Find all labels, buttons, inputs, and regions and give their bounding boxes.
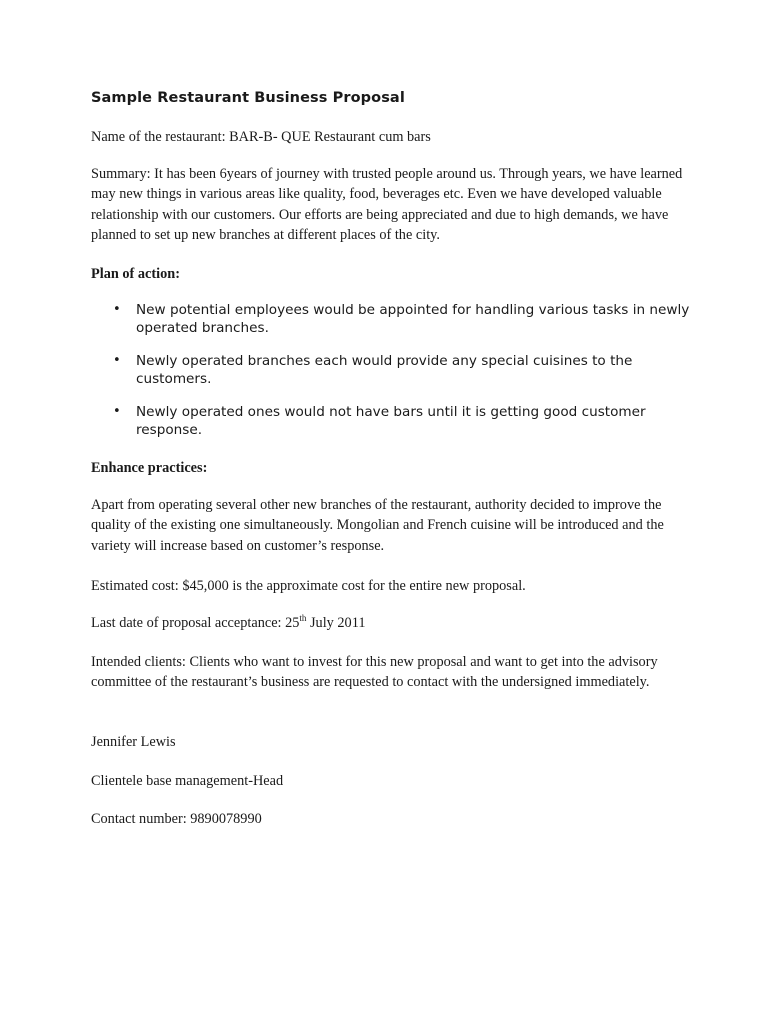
- restaurant-name: Name of the restaurant: BAR-B- QUE Restaurant cum bars: [91, 129, 431, 145]
- enhance-heading: Enhance practices:: [91, 460, 208, 476]
- plan-item-text: Newly operated ones would not have bars until it is getting good customer response.: [136, 404, 646, 438]
- bullet-icon: •: [113, 404, 121, 419]
- estimated-cost: Estimated cost: $45,000 is the approximate cost for the entire new proposal.: [91, 578, 526, 594]
- intended-clients: Intended clients: Clients who want to invest for this new proposal and want to get into the advisory committee of the restaurant’s business are requested to contact with the undersigned immediately.: [91, 654, 658, 691]
- plan-item: [111, 301, 691, 337]
- enhance-paragraph: Apart from operating several other new branches of the restaurant, authority decided to improve the quality of the existing one simultaneously. Mongolian and French cuisine will be introduced and the variety will increase based on customer’s response.: [91, 497, 664, 554]
- plan-heading: Plan of action:: [91, 266, 180, 282]
- plan-list: [111, 301, 691, 454]
- last-date-suffix: July 2011: [306, 615, 366, 631]
- plan-item-text: Newly operated branches each would provide any special cuisines to the customers.: [136, 353, 633, 387]
- plan-item: [111, 403, 691, 439]
- last-date-prefix: Last date of proposal acceptance: 25: [91, 615, 300, 631]
- last-date: [91, 613, 691, 633]
- bullet-icon: •: [113, 302, 121, 317]
- plan-item-text: New potential employees would be appointed for handling various tasks in newly operated branches.: [136, 302, 690, 336]
- document-title: Sample Restaurant Business Proposal: [91, 90, 405, 106]
- signer-title: Clientele base management-Head: [91, 773, 284, 789]
- last-date-sup: th: [299, 613, 307, 624]
- bullet-icon: •: [113, 353, 121, 368]
- plan-item: [111, 352, 691, 388]
- contact-number: Contact number: 9890078990: [91, 811, 262, 827]
- signer-name: Jennifer Lewis: [91, 734, 176, 750]
- summary-paragraph: Summary: It has been 6years of journey with trusted people around us. Through years, we have learned may new things in various areas like quality, food, beverages etc. Even we have developed valuable relationship with our customers. Our efforts are being appreciated and due to high demands, we have planned to set up new branches at different places of the city.: [91, 166, 683, 244]
